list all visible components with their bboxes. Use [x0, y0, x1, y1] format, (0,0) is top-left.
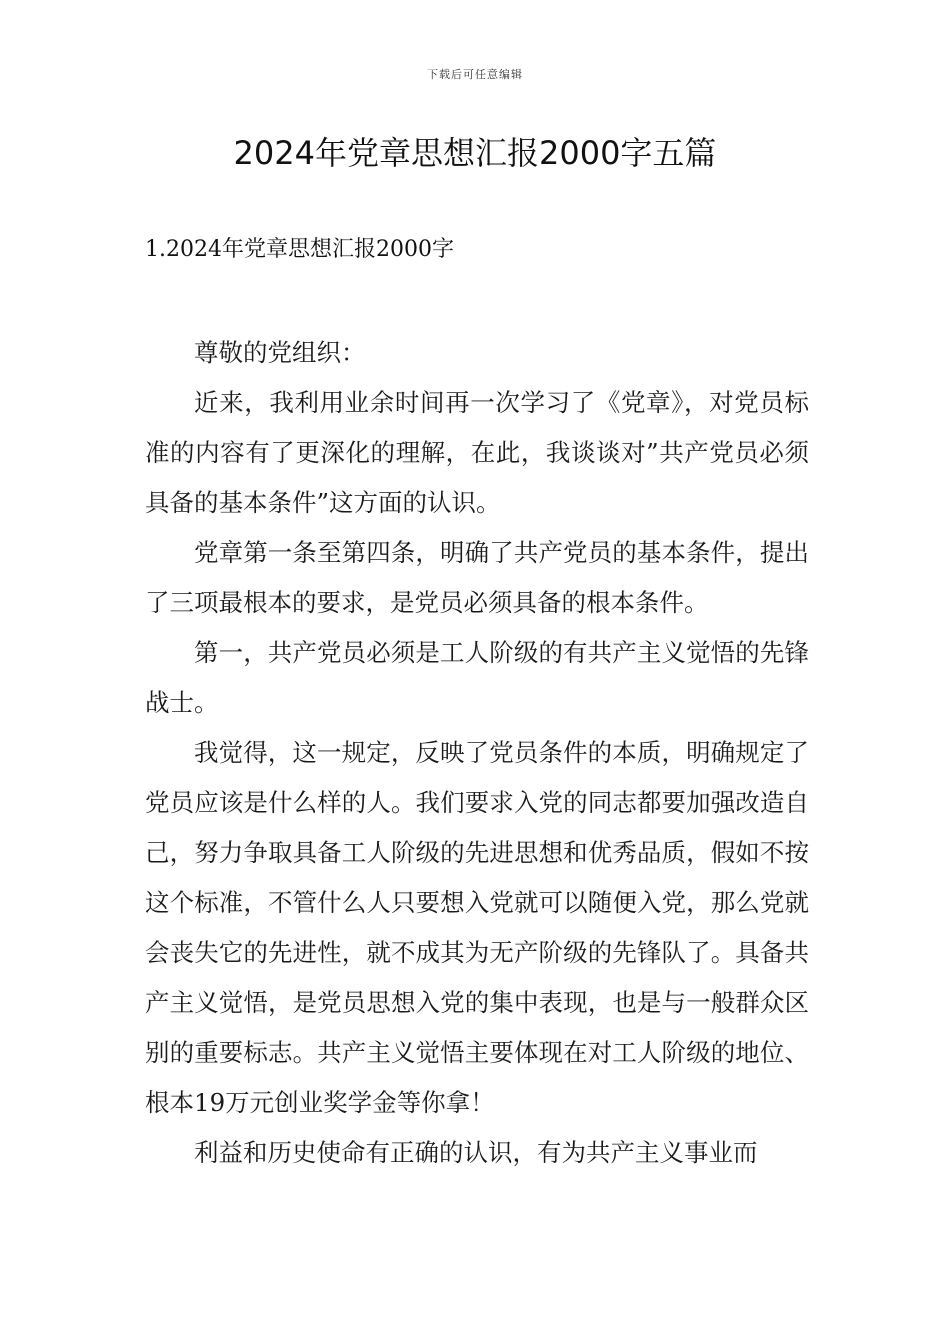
salutation-paragraph: 尊敬的党组织： — [194, 338, 366, 367]
body-paragraph: 利益和历史使命有正确的认识，有为共产主义事业而 — [194, 1138, 758, 1167]
body-paragraph: 近来，我利用业余时间再一次学习了《党章》，对党员标准的内容有了更深化的理解，在此，我谈谈对”共产党员必须具备的基本条件”这方面的认识。 — [145, 388, 809, 517]
body-paragraph: 第一，共产党员必须是工人阶级的有共产主义觉悟的先锋战士。 — [145, 638, 809, 717]
document-title: 2024年党章思想汇报2000字五篇 — [233, 134, 717, 172]
body-paragraph: 党章第一条至第四条，明确了共产党员的基本条件，提出了三项最根本的要求，是党员必须具备的根本条件。 — [145, 538, 809, 617]
section-heading: 1.2024年党章思想汇报2000字 — [145, 237, 454, 262]
document-body — [145, 328, 809, 1178]
body-paragraph: 我觉得，这一规定，反映了党员条件的本质，明确规定了党员应该是什么样的人。我们要求入党的同志都要加强改造自己，努力争取具备工人阶级的先进思想和优秀品质，假如不按这个标准，不管什么人只要想入党就可以随便入党，那么党就会丧失它的先进性，就不成其为无产阶级的先锋队了。具备共产主义觉悟，是党员思想入党的集中表现，也是与一般群众区别的重要标志。共产主义觉悟主要体现在对工人阶级的地位、根本19万元创业奖学金等你拿！ — [145, 738, 809, 1117]
page-header-note: 下载后可任意编辑 — [427, 68, 523, 81]
